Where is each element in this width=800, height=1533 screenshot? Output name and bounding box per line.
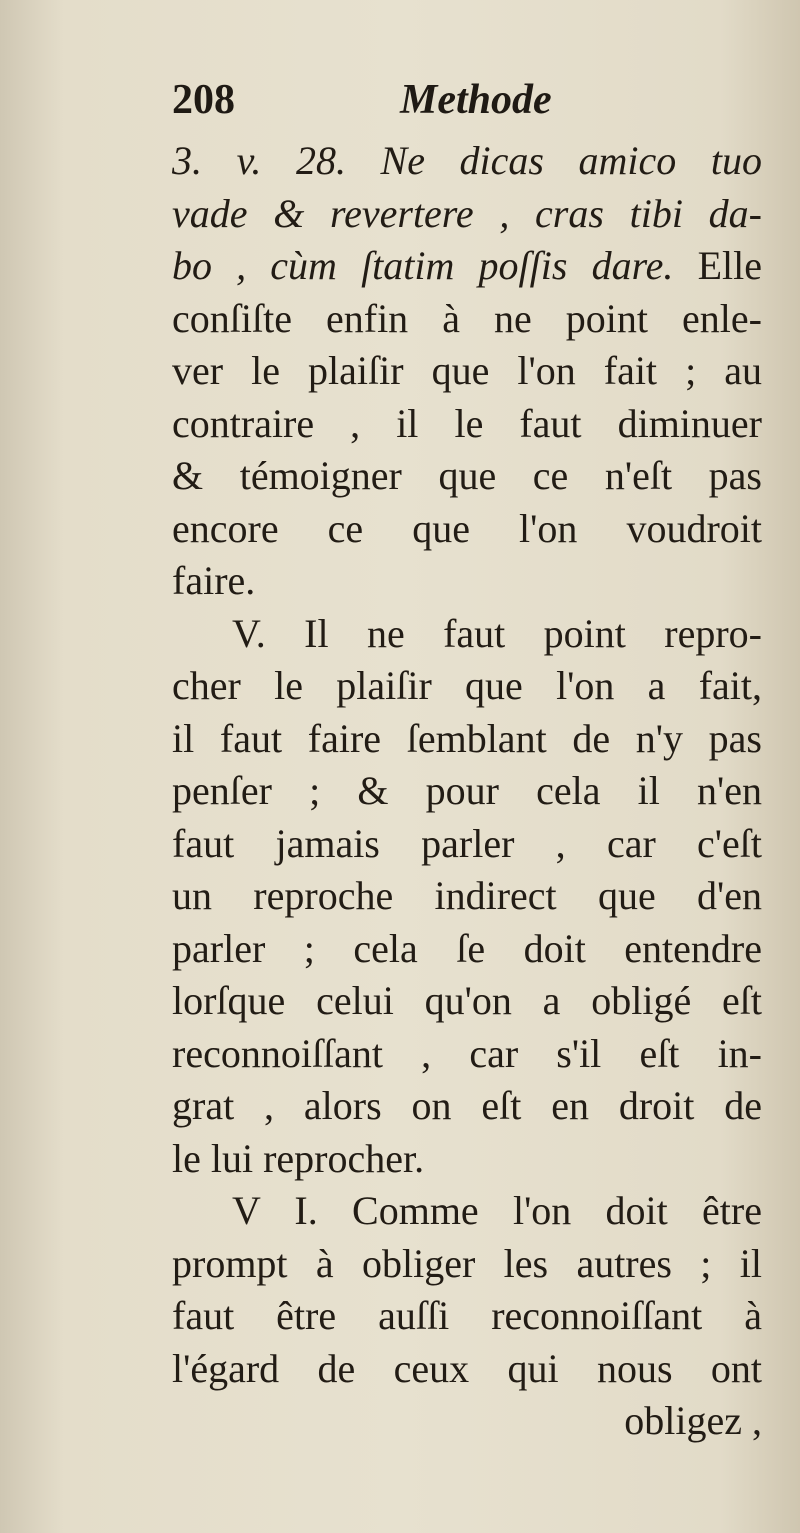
text-line: vade & revertere , cras tibi da-: [172, 190, 762, 236]
text-line: bo , cùm ſtatim poſſis dare. Elle: [172, 243, 762, 288]
text-line: il faut faire ſemblant de n'y pas: [172, 715, 762, 761]
text-line: encore ce que l'on voudroit: [172, 505, 762, 551]
text-line: grat , alors on eſt en droit de: [172, 1083, 762, 1128]
text-line: faut être auſſi reconnoiſſant à: [172, 1293, 762, 1338]
text-line: V I. Comme l'on doit être: [232, 1188, 762, 1233]
text-line: conſiſte enfin à ne point enle-: [172, 295, 762, 341]
text-line: parler ; cela ſe doit entendre: [172, 925, 762, 971]
running-head: Methode: [400, 77, 552, 123]
text-line: lorſque celui qu'on a obligé eſt: [172, 978, 762, 1023]
text-line: penſer ; & pour cela il n'en: [172, 768, 762, 813]
text-line: prompt à obliger les autres ; il: [172, 1240, 762, 1286]
body-text: [172, 135, 762, 1448]
text-line: le lui reprocher.: [172, 1135, 425, 1181]
text-line: reconnoiſſant , car s'il eſt in-: [172, 1030, 762, 1076]
text-line: cher le plaiſir que l'on a fait,: [172, 663, 762, 708]
text-line: contraire , il le faut diminuer: [172, 400, 762, 446]
text-line: faire.: [172, 558, 256, 603]
catchword: obligez ,: [624, 1398, 762, 1443]
text-line: faut jamais parler , car c'eſt: [172, 820, 762, 866]
page-number: 208: [172, 77, 235, 123]
text-line: un reproche indirect que d'en: [172, 873, 762, 918]
text-line: & témoigner que ce n'eſt pas: [172, 453, 762, 498]
page-header: [172, 76, 772, 136]
text-line: 3. v. 28. Ne dicas amico tuo: [172, 138, 762, 183]
text-line: ver le plaiſir que l'on fait ; au: [172, 348, 762, 393]
text-line: l'égard de ceux qui nous ont: [172, 1345, 762, 1391]
text-line: V. Il ne faut point repro-: [232, 610, 762, 656]
